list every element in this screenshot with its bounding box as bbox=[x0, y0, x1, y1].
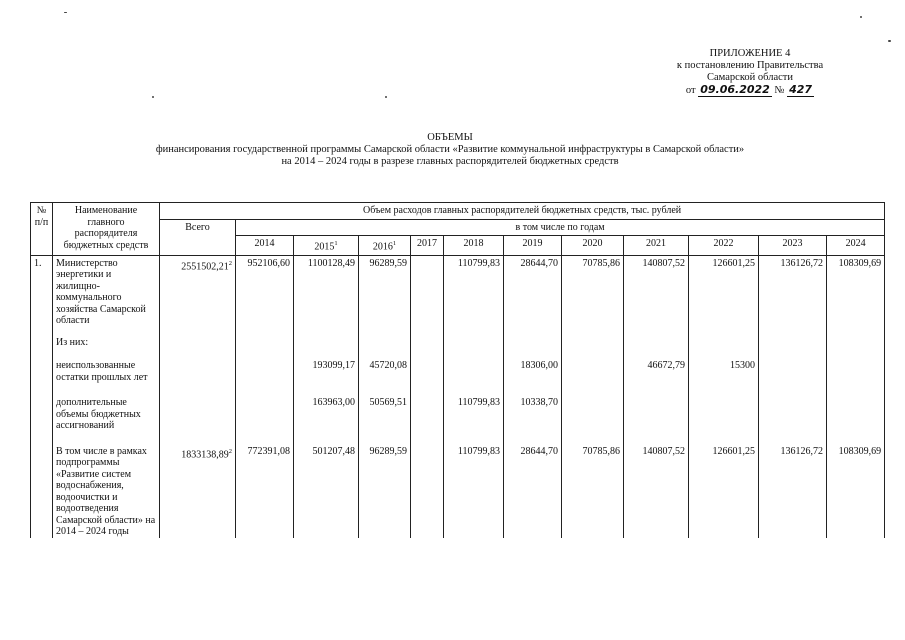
row-total bbox=[160, 444, 236, 538]
document-title bbox=[90, 132, 810, 168]
year-value-cell: 108309,69 bbox=[827, 444, 885, 538]
appendix-resolution: к постановлению Правительства bbox=[676, 60, 824, 71]
year-value-cell bbox=[411, 395, 444, 444]
number-prefix: № bbox=[774, 85, 785, 96]
year-value-cell: 110799,83 bbox=[444, 255, 504, 335]
year-value-cell: 96289,59 bbox=[359, 255, 411, 335]
row-total bbox=[160, 335, 236, 359]
header-year-label: 2022 bbox=[713, 238, 734, 249]
year-value-cell bbox=[759, 335, 827, 359]
scan-speck bbox=[152, 96, 154, 98]
header-year bbox=[759, 236, 827, 256]
header-by-years: в том числе по годам bbox=[236, 219, 885, 236]
year-value-cell: 772391,08 bbox=[236, 444, 294, 538]
year-value-cell: 140807,52 bbox=[624, 255, 689, 335]
header-name: Наименование главного распорядителя бюджетных средств bbox=[53, 203, 160, 256]
row-name: дополнительные объемы бюджетных ассигнований bbox=[53, 395, 160, 444]
date-prefix: от bbox=[685, 85, 696, 96]
row-name: неиспользованные остатки прошлых лет bbox=[53, 358, 160, 395]
row-name: Министерство энергетики и жилищно-коммунального хозяйства Самарской области bbox=[53, 255, 160, 335]
header-year-label: 2019 bbox=[522, 238, 543, 249]
year-value-cell: 501207,48 bbox=[294, 444, 359, 538]
year-value-cell: 46672,79 bbox=[624, 358, 689, 395]
year-value-cell: 50569,51 bbox=[359, 395, 411, 444]
row-total bbox=[160, 395, 236, 444]
footnote-mark: 2 bbox=[228, 259, 232, 267]
scan-speck bbox=[888, 40, 891, 42]
table-row bbox=[31, 335, 885, 359]
year-value-cell bbox=[411, 358, 444, 395]
year-value-cell bbox=[411, 335, 444, 359]
year-value-cell: 28644,70 bbox=[504, 444, 562, 538]
footnote-mark: 1 bbox=[334, 240, 338, 247]
header-num: № п/п bbox=[31, 203, 53, 256]
year-value-cell bbox=[411, 255, 444, 335]
header-year-label: 2021 bbox=[646, 238, 666, 249]
year-value-cell: 70785,86 bbox=[562, 255, 624, 335]
row-name: В том числе в рамках подпрограммы «Развитие систем водоснабжения, водоочистки и водоотведения Самарской области» на 2014 – 2024 годы bbox=[53, 444, 160, 538]
header-year bbox=[294, 236, 359, 256]
year-value-cell bbox=[827, 395, 885, 444]
table-row bbox=[31, 358, 885, 395]
year-value-cell bbox=[359, 335, 411, 359]
year-value-cell: 140807,52 bbox=[624, 444, 689, 538]
title-heading: ОБЪЕМЫ bbox=[427, 132, 473, 143]
handwritten-number: 427 bbox=[789, 83, 813, 96]
year-value-cell bbox=[689, 395, 759, 444]
year-value-cell: 10338,70 bbox=[504, 395, 562, 444]
year-value-cell bbox=[827, 335, 885, 359]
scan-speck bbox=[385, 96, 387, 98]
year-value-cell bbox=[759, 395, 827, 444]
header-year bbox=[689, 236, 759, 256]
year-value-cell bbox=[562, 395, 624, 444]
year-value-cell: 126601,25 bbox=[689, 444, 759, 538]
row-total-value: 2551502,21 bbox=[181, 261, 229, 273]
row-number: 1. bbox=[31, 255, 53, 335]
year-value-cell: 110799,83 bbox=[444, 395, 504, 444]
year-value-cell: 15300 bbox=[689, 358, 759, 395]
year-value-cell: 70785,86 bbox=[562, 444, 624, 538]
scan-speck bbox=[860, 16, 862, 18]
row-total bbox=[160, 358, 236, 395]
year-value-cell: 952106,60 bbox=[236, 255, 294, 335]
header-year-label: 2024 bbox=[845, 238, 866, 249]
handwritten-date: 09.06.2022 bbox=[700, 83, 770, 96]
year-value-cell bbox=[624, 395, 689, 444]
row-number bbox=[31, 444, 53, 538]
table-row bbox=[31, 255, 885, 335]
year-value-cell: 108309,69 bbox=[827, 255, 885, 335]
header-year-label: 2018 bbox=[463, 238, 484, 249]
header-year bbox=[562, 236, 624, 256]
table-row bbox=[31, 395, 885, 444]
year-value-cell: 126601,25 bbox=[689, 255, 759, 335]
year-value-cell: 28644,70 bbox=[504, 255, 562, 335]
footnote-mark: 2 bbox=[228, 447, 232, 455]
appendix-region: Самарской области bbox=[707, 72, 793, 83]
year-value-cell: 110799,83 bbox=[444, 444, 504, 538]
year-value-cell bbox=[759, 358, 827, 395]
header-year bbox=[236, 236, 294, 256]
header-year-label: 2020 bbox=[582, 238, 603, 249]
year-value-cell bbox=[294, 335, 359, 359]
header-year bbox=[411, 236, 444, 256]
year-value-cell: 18306,00 bbox=[504, 358, 562, 395]
header-year bbox=[444, 236, 504, 256]
year-value-cell bbox=[444, 335, 504, 359]
year-value-cell bbox=[236, 395, 294, 444]
year-value-cell bbox=[236, 335, 294, 359]
header-year bbox=[359, 236, 411, 256]
header-volume: Объем расходов главных распорядителей бюджетных средств, тыс. рублей bbox=[160, 203, 885, 220]
row-number bbox=[31, 395, 53, 444]
header-year-label: 2014 bbox=[254, 238, 275, 249]
appendix-date-line bbox=[665, 84, 835, 97]
year-value-cell bbox=[411, 444, 444, 538]
year-value-cell: 96289,59 bbox=[359, 444, 411, 538]
row-total bbox=[160, 255, 236, 335]
header-year-label: 2017 bbox=[417, 238, 437, 249]
year-value-cell bbox=[689, 335, 759, 359]
row-number bbox=[31, 335, 53, 359]
year-value-cell: 45720,08 bbox=[359, 358, 411, 395]
year-value-cell: 193099,17 bbox=[294, 358, 359, 395]
year-value-cell bbox=[504, 335, 562, 359]
header-year bbox=[624, 236, 689, 256]
year-value-cell: 1100128,49 bbox=[294, 255, 359, 335]
year-value-cell bbox=[236, 358, 294, 395]
year-value-cell: 136126,72 bbox=[759, 255, 827, 335]
row-total-value: 1833138,89 bbox=[181, 449, 229, 461]
header-year-label: 2015 bbox=[314, 241, 335, 253]
funding-table bbox=[30, 202, 885, 538]
title-period: на 2014 – 2024 годы в разрезе главных распорядителей бюджетных средств bbox=[281, 156, 619, 167]
appendix-block bbox=[665, 48, 835, 97]
year-value-cell bbox=[562, 335, 624, 359]
year-value-cell bbox=[827, 358, 885, 395]
header-year bbox=[504, 236, 562, 256]
year-value-cell bbox=[562, 358, 624, 395]
header-total: Всего bbox=[160, 219, 236, 255]
row-number bbox=[31, 358, 53, 395]
title-program: финансирования государственной программы Самарской области «Развитие коммунальной инфраструктуры в Самарской области» bbox=[155, 144, 745, 155]
year-value-cell bbox=[444, 358, 504, 395]
year-value-cell: 136126,72 bbox=[759, 444, 827, 538]
header-year-label: 2023 bbox=[782, 238, 803, 249]
year-value-cell: 163963,00 bbox=[294, 395, 359, 444]
scan-speck bbox=[64, 12, 67, 13]
row-name: Из них: bbox=[53, 335, 160, 359]
header-year bbox=[827, 236, 885, 256]
footnote-mark: 1 bbox=[392, 240, 397, 247]
appendix-title: ПРИЛОЖЕНИЕ 4 bbox=[709, 48, 791, 59]
table-row bbox=[31, 444, 885, 538]
header-year-label: 2016 bbox=[372, 241, 393, 253]
year-value-cell bbox=[624, 335, 689, 359]
